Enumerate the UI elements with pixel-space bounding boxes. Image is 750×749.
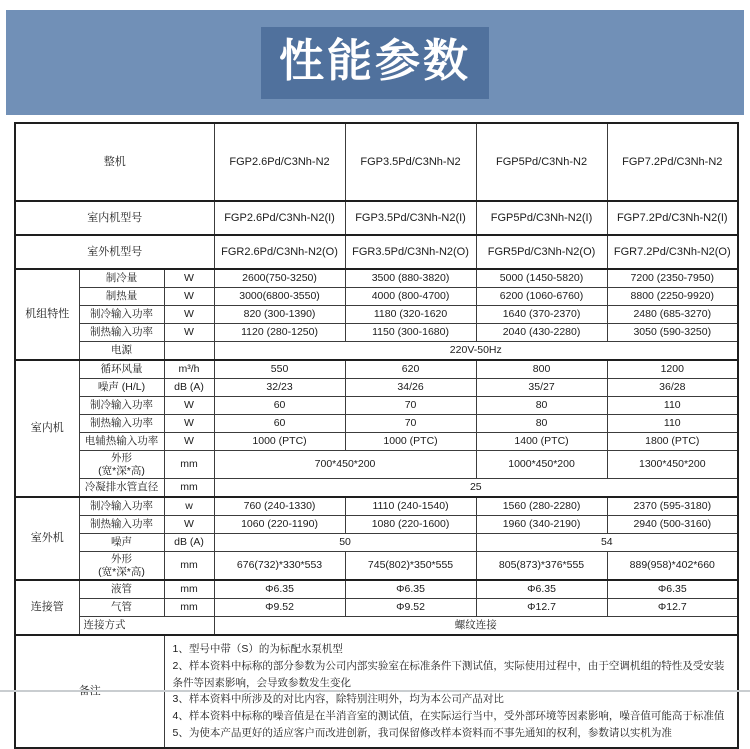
indoor-model-name: FGP2.6Pd/C3Nh-N2(I): [214, 201, 345, 235]
param-label: 循环风量: [79, 360, 164, 379]
value-cell: 3500 (880-3820): [345, 269, 476, 288]
group-connecting-pipes: 连接管: [15, 580, 79, 635]
outdoor-model-name: FGR7.2Pd/C3Nh-N2(O): [607, 235, 738, 269]
param-label-line2: (宽*深*高): [98, 464, 145, 477]
value-cell: Φ6.35: [607, 580, 738, 599]
param-label: 制热量: [79, 288, 164, 306]
row-aux-heat-input: [15, 433, 738, 451]
value-cell: 32/23: [214, 379, 345, 397]
value-cell: 1000 (PTC): [214, 433, 345, 451]
value-cell: 5000 (1450-5820): [476, 269, 607, 288]
row-indoor-cooling-input: [15, 397, 738, 415]
unit-label: W: [164, 324, 214, 342]
value-cell: 889(958)*402*660: [607, 552, 738, 581]
value-cell: 2940 (500-3160): [607, 516, 738, 534]
value-cell: 1080 (220-1600): [345, 516, 476, 534]
group-unit-features: 机组特性: [15, 269, 79, 360]
unit-label: m³/h: [164, 360, 214, 379]
value-cell: 7200 (2350-7950): [607, 269, 738, 288]
spec-table: [14, 122, 739, 749]
group-indoor-unit: 室内机: [15, 360, 79, 497]
value-cell: Φ12.7: [607, 599, 738, 617]
value-cell: 805(873)*376*555: [476, 552, 607, 581]
value-cell: 6200 (1060-6760): [476, 288, 607, 306]
value-cell: 80: [476, 397, 607, 415]
row-outdoor-model: [15, 235, 738, 269]
unit-label: dB (A): [164, 379, 214, 397]
value-cell: 70: [345, 397, 476, 415]
remark-note-3: 3、样本资料中所涉及的对比内容，除特别注明外，均为本公司产品对比: [172, 693, 504, 706]
remark-note-1: 1、型号中带（S）的为标配水泵机型: [172, 643, 343, 655]
unit-label: W: [164, 269, 214, 288]
row-uf-cooling-input: [15, 306, 738, 324]
value-cell: Φ6.35: [214, 580, 345, 599]
row-air-volume: [15, 360, 738, 379]
param-label: 制热输入功率: [79, 324, 164, 342]
row-indoor-heating-input: [15, 415, 738, 433]
value-cell: 8800 (2250-9920): [607, 288, 738, 306]
row-uf-heating-input: [15, 324, 738, 342]
value-cell: 1150 (300-1680): [345, 324, 476, 342]
bottom-divider: [0, 690, 750, 692]
param-label-line2: (宽*深*高): [98, 565, 145, 578]
model-name: FGP7.2Pd/C3Nh-N2: [607, 123, 738, 201]
value-cell: 2600(750-3250): [214, 269, 345, 288]
value-cell: 1640 (370-2370): [476, 306, 607, 324]
value-cell: Φ6.35: [476, 580, 607, 599]
value-cell: 2370 (595-3180): [607, 497, 738, 516]
param-label: 冷凝排水管直径: [79, 479, 164, 498]
unit-label: W: [164, 397, 214, 415]
unit-label: mm: [164, 552, 214, 581]
param-label: 制冷输入功率: [79, 497, 164, 516]
value-cell: Φ9.52: [214, 599, 345, 617]
param-label: 液管: [79, 580, 164, 599]
value-cell: 800: [476, 360, 607, 379]
value-cell: 745(802)*350*555: [345, 552, 476, 581]
param-label: 电辅热输入功率: [79, 433, 164, 451]
unit-label: dB (A): [164, 534, 214, 552]
value-cell: 1180 (320-1620: [345, 306, 476, 324]
unit-label: W: [164, 516, 214, 534]
value-cell: 1060 (220-1190): [214, 516, 345, 534]
value-cell: 1120 (280-1250): [214, 324, 345, 342]
value-cell: 110: [607, 415, 738, 433]
value-cell: 1400 (PTC): [476, 433, 607, 451]
value-cell: 1000 (PTC): [345, 433, 476, 451]
model-name: FGP5Pd/C3Nh-N2: [476, 123, 607, 201]
whole-unit-label: 整机: [15, 123, 214, 201]
row-outdoor-cooling-input: [15, 497, 738, 516]
param-label: 制冷输入功率: [79, 397, 164, 415]
unit-label: [164, 342, 214, 361]
value-cell: 60: [214, 415, 345, 433]
indoor-model-name: FGP3.5Pd/C3Nh-N2(I): [345, 201, 476, 235]
value-cell: 110: [607, 397, 738, 415]
value-cell: 80: [476, 415, 607, 433]
value-cell-merged: 50: [214, 534, 476, 552]
remark-note-5: 5、为使本产品更好的适应客户而改进创新，我司保留修改样本资料而不事先通知的权利，参数请以实机为准: [172, 726, 672, 739]
value-cell: 1960 (340-2190): [476, 516, 607, 534]
value-cell-merged: 54: [476, 534, 738, 552]
unit-label: mm: [164, 479, 214, 498]
param-label: [79, 552, 164, 581]
param-label: 连接方式: [79, 617, 214, 636]
value-cell: 1560 (280-2280): [476, 497, 607, 516]
param-label: 噪声: [79, 534, 164, 552]
row-outdoor-noise: [15, 534, 738, 552]
param-label: 制冷量: [79, 269, 164, 288]
unit-label: mm: [164, 599, 214, 617]
param-label: 噪声 (H/L): [79, 379, 164, 397]
value-cell: 1000*450*200: [476, 451, 607, 479]
title-box: [261, 27, 489, 99]
param-label: 制冷输入功率: [79, 306, 164, 324]
value-cell: 3000(6800-3550): [214, 288, 345, 306]
outdoor-model-name: FGR3.5Pd/C3Nh-N2(O): [345, 235, 476, 269]
indoor-model-name: FGP7.2Pd/C3Nh-N2(I): [607, 201, 738, 235]
row-cooling-capacity: [15, 269, 738, 288]
value-cell-merged: 220V-50Hz: [214, 342, 738, 361]
param-label-line1: 外形: [111, 553, 132, 566]
value-cell: Φ9.52: [345, 599, 476, 617]
indoor-model-label: 室内机型号: [15, 201, 214, 235]
outdoor-model-name: FGR2.6Pd/C3Nh-N2(O): [214, 235, 345, 269]
unit-label: mm: [164, 580, 214, 599]
value-cell: 550: [214, 360, 345, 379]
outdoor-model-label: 室外机型号: [15, 235, 214, 269]
row-connection-method: [15, 617, 738, 636]
value-cell-merged: 25: [214, 479, 738, 498]
model-name: FGP3.5Pd/C3Nh-N2: [345, 123, 476, 201]
param-label: 制热输入功率: [79, 415, 164, 433]
value-cell: 36/28: [607, 379, 738, 397]
row-heating-capacity: [15, 288, 738, 306]
remark-note-2: 2、样本资料中标称的部分参数为公司内部实验室在标准条件下测试值，实际使用过程中，由于空调机组的特性及受安装条件等因素影响，会导致参数发生变化: [172, 659, 725, 689]
value-cell: Φ12.7: [476, 599, 607, 617]
spec-table-container: [14, 122, 739, 749]
header-banner: [6, 10, 744, 115]
indoor-model-name: FGP5Pd/C3Nh-N2(I): [476, 201, 607, 235]
row-outdoor-dimensions: [15, 552, 738, 581]
value-cell: 1200: [607, 360, 738, 379]
model-name: FGP2.6Pd/C3Nh-N2: [214, 123, 345, 201]
unit-label: w: [164, 497, 214, 516]
outdoor-model-name: FGR5Pd/C3Nh-N2(O): [476, 235, 607, 269]
unit-label: W: [164, 288, 214, 306]
value-cell: 620: [345, 360, 476, 379]
value-cell: 1110 (240-1540): [345, 497, 476, 516]
unit-label: mm: [164, 451, 214, 479]
unit-label: W: [164, 433, 214, 451]
row-indoor-dimensions: [15, 451, 738, 479]
page-title: 性能参数: [278, 35, 471, 86]
param-label-line1: 外形: [111, 452, 132, 465]
row-power-supply: [15, 342, 738, 361]
row-outdoor-heating-input: [15, 516, 738, 534]
param-label: [79, 451, 164, 479]
value-cell: 34/26: [345, 379, 476, 397]
value-cell: 1300*450*200: [607, 451, 738, 479]
value-cell: 760 (240-1330): [214, 497, 345, 516]
row-gas-pipe: [15, 599, 738, 617]
row-drain-pipe: [15, 479, 738, 498]
value-cell: 60: [214, 397, 345, 415]
value-cell: 35/27: [476, 379, 607, 397]
param-label: 气管: [79, 599, 164, 617]
row-indoor-model: [15, 201, 738, 235]
value-cell-merged: 螺纹连接: [214, 617, 738, 636]
group-outdoor-unit: 室外机: [15, 497, 79, 580]
param-label: 制热输入功率: [79, 516, 164, 534]
value-cell: 3050 (590-3250): [607, 324, 738, 342]
value-cell-merged: 700*450*200: [214, 451, 476, 479]
value-cell: 820 (300-1390): [214, 306, 345, 324]
row-indoor-noise: [15, 379, 738, 397]
value-cell: 4000 (800-4700): [345, 288, 476, 306]
row-whole-unit: [15, 123, 738, 201]
value-cell: 2040 (430-2280): [476, 324, 607, 342]
value-cell: 70: [345, 415, 476, 433]
value-cell: 676(732)*330*553: [214, 552, 345, 581]
value-cell: 1800 (PTC): [607, 433, 738, 451]
unit-label: W: [164, 415, 214, 433]
unit-label: W: [164, 306, 214, 324]
param-label: 电源: [79, 342, 164, 361]
value-cell: 2480 (685-3270): [607, 306, 738, 324]
row-liquid-pipe: [15, 580, 738, 599]
remark-note-4: 4、样本资料中标称的噪音值是在半消音室的测试值，在实际运行当中，受外部环境等因素影响，噪音值可能高于标准值: [172, 710, 725, 723]
value-cell: Φ6.35: [345, 580, 476, 599]
